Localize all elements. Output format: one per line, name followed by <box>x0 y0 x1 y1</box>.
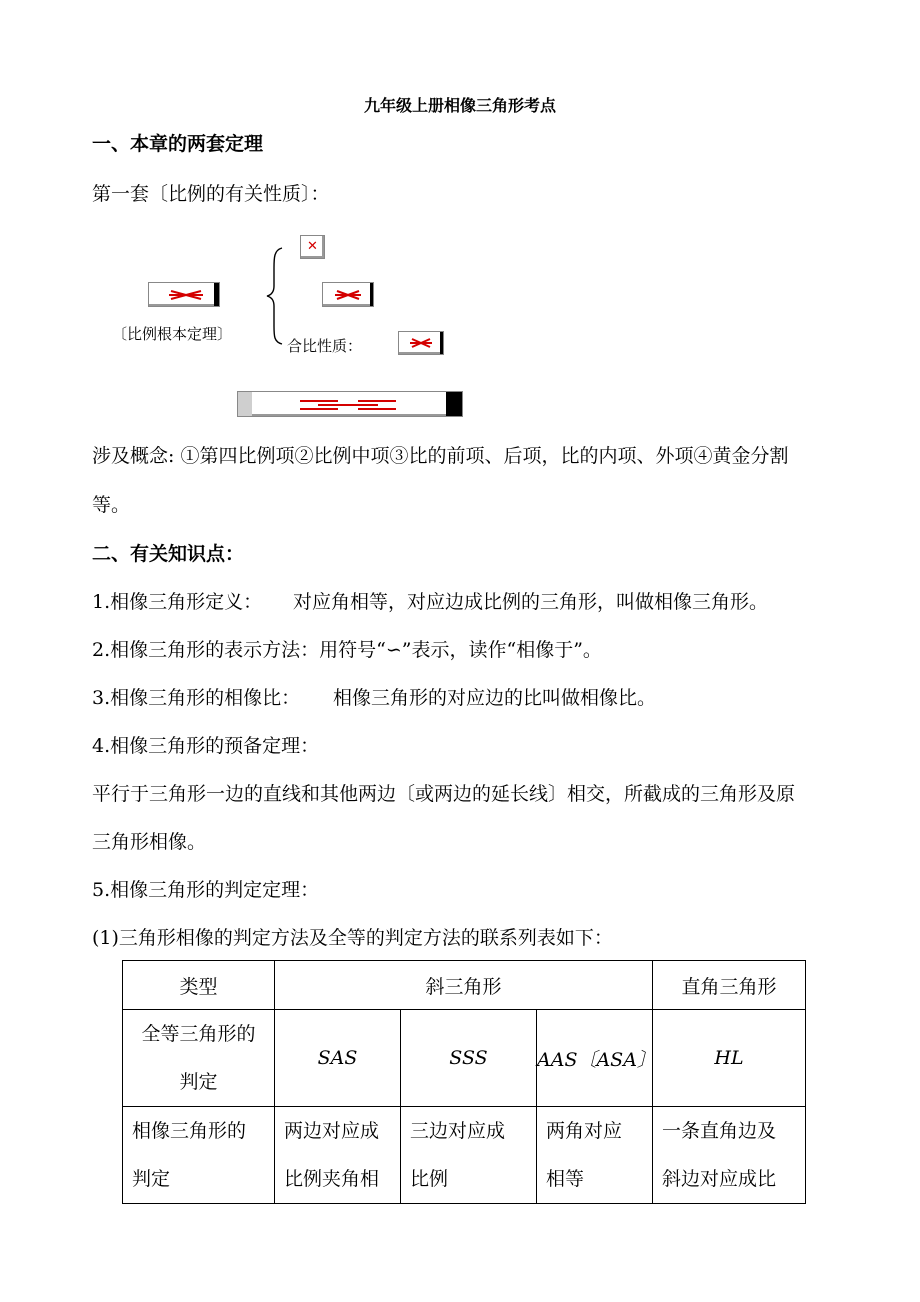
item-3-label: 3.相像三角形的相像比： <box>92 687 301 709</box>
item-2: 2.相像三角形的表示方法：用符号“∽”表示，读作“相像于”。 <box>92 639 602 661</box>
row2-label <box>123 1107 275 1204</box>
section-1-heading: 一、本章的两套定理 <box>92 133 264 155</box>
row2-cell-2-line-1: 三边对应成 <box>410 1120 506 1142</box>
row2-cell-1-line-2: 比例夹角相 <box>284 1168 380 1190</box>
row2-cell-4-line-2: 斜边对应成比 <box>662 1168 777 1190</box>
row2-cell-3-line-1: 两角对应 <box>546 1120 623 1142</box>
formula-image-1 <box>300 235 325 259</box>
page-title: 九年级上册相像三角形考点 <box>363 96 556 115</box>
row2-label-line-1: 相像三角形的 <box>132 1120 247 1142</box>
broken-image-icon <box>335 289 361 301</box>
item-1-text: 对应角相等，对应边成比例的三角形，叫做相像三角形。 <box>293 591 769 613</box>
row1-sss: SSS <box>401 1010 537 1107</box>
formula-image-4 <box>237 391 463 417</box>
broken-image-icon <box>169 289 203 301</box>
item-1-label: 1.相像三角形定义： <box>92 591 263 613</box>
row1-label <box>123 1010 275 1107</box>
formula-image-2 <box>322 282 374 307</box>
item-5-sub: (1)三角形相像的判定方法及全等的判定方法的联系列表如下： <box>92 927 613 949</box>
row2-cell-2 <box>401 1107 537 1204</box>
left-brace-icon <box>266 246 284 346</box>
broken-image-icon: ✕ <box>307 239 318 254</box>
broken-image-icon <box>298 398 398 412</box>
comparison-table <box>122 960 806 1204</box>
row1-hl: HL <box>653 1010 806 1107</box>
row1-label-line-1: 全等三角形的 <box>141 1023 256 1045</box>
item-4-line-1: 平行于三角形一边的直线和其他两边〔或两边的延长线〕相交，所截成的三角形及原 <box>92 783 796 805</box>
item-4: 4.相像三角形的预备定理： <box>92 735 320 757</box>
formula-image-ratio <box>148 282 220 307</box>
row2-cell-2-line-2: 比例 <box>410 1168 449 1190</box>
row1-sas: SAS <box>275 1010 401 1107</box>
item-4-line-2: 三角形相像。 <box>92 831 207 853</box>
section-2-heading: 二、有关知识点： <box>92 543 245 565</box>
row2-cell-3 <box>537 1107 653 1204</box>
row2-cell-4-line-1: 一条直角边及 <box>662 1120 777 1142</box>
row2-cell-1-line-1: 两边对应成 <box>284 1120 380 1142</box>
formula-image-3 <box>398 331 444 355</box>
row2-cell-1 <box>275 1107 401 1204</box>
broken-image-icon <box>410 337 432 349</box>
item-3-text: 相像三角形的对应边的比叫做相像比。 <box>333 687 657 709</box>
table-row <box>123 1010 806 1107</box>
set-1-label: 第一套〔比例的有关性质〕： <box>92 183 330 205</box>
row2-cell-4 <box>653 1107 806 1204</box>
ratio-basic-theorem-label: 〔比例根本定理〕 <box>112 325 233 343</box>
concepts-line-1: 涉及概念: ①第四比例项②比例中项③比的前项、后项，比的内项、外项④黄金分割 <box>92 445 789 467</box>
table-row <box>123 1107 806 1204</box>
row2-cell-3-line-2: 相等 <box>546 1168 585 1190</box>
item-5: 5.相像三角形的判定定理： <box>92 879 320 901</box>
row1-label-line-2: 判定 <box>179 1071 218 1093</box>
concepts-line-2: 等。 <box>92 494 131 516</box>
header-type: 类型 <box>123 961 275 1010</box>
row1-aas: AAS〔ASA〕 <box>537 1010 653 1107</box>
row2-label-line-2: 判定 <box>132 1168 171 1190</box>
table-header-row <box>123 961 806 1010</box>
header-oblique: 斜三角形 <box>275 961 653 1010</box>
header-right: 直角三角形 <box>653 961 806 1010</box>
combine-ratio-label: 合比性质： <box>287 337 363 355</box>
